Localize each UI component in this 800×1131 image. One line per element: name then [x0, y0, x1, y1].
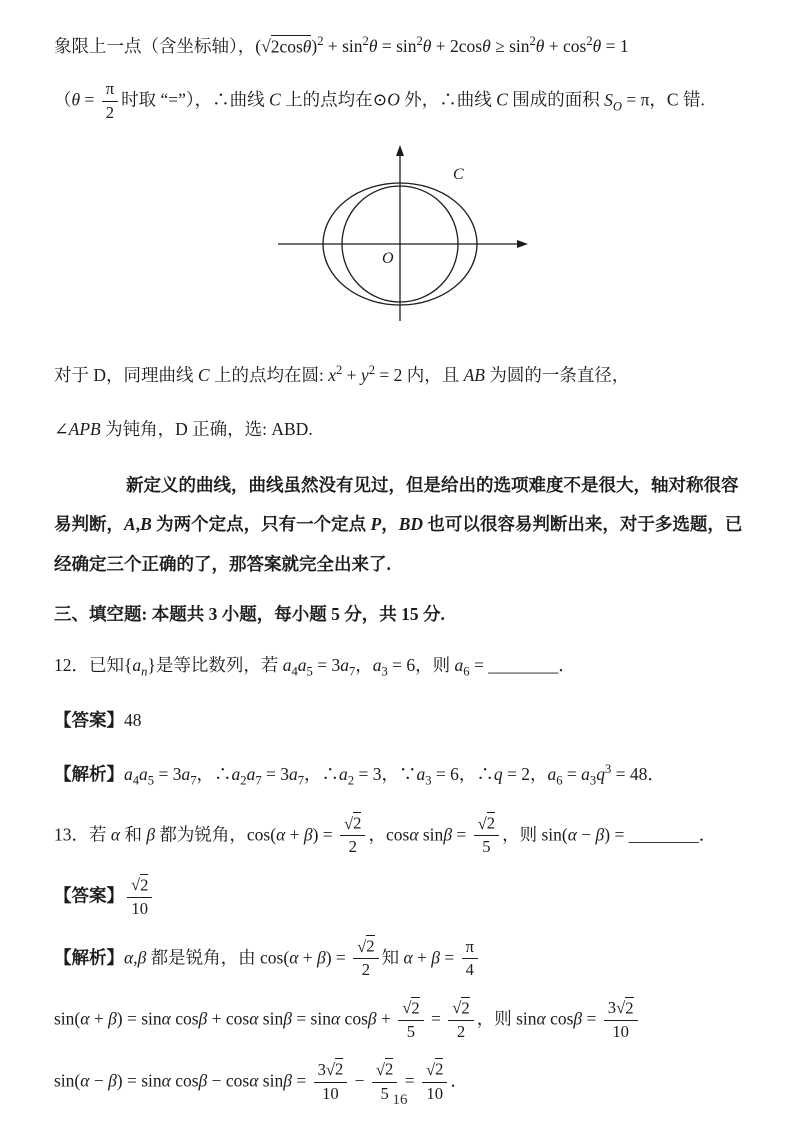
question-13: 13．若 α 和 β 都为锐角，cos(α + β) = $\frac{√2}{2}$ ，cosα sinβ = $\frac{√2}{5}$ ，则 sin(α − β) = ________．: [54, 813, 717, 857]
figure-label-o: O: [382, 249, 394, 267]
solution-c-line2: （θ = $\frac{\pi}{2}$ 时取 “=”），∴曲线 C 上的点均在⊙O 外，∴曲线 C 围成的面积 $S_O = \pi$，C 错.: [54, 79, 705, 123]
answer-13: 【答案】 $\frac{√2}{10}$: [54, 875, 746, 920]
section-heading-fill-in: 三、填空题: 本题共 3 小题，每小题 5 分，共 15 分.: [54, 604, 445, 625]
y-axis-arrow-icon: [396, 145, 404, 156]
analysis-12: 【解析】$a_4a_5 = 3a_7$，$\therefore a_2a_7 = 3a_7$，$\therefore a_2 = 3$，$\because a_3 = 6$，∴q = 2，$a_6 = a_3q^3 = 48$．: [54, 761, 665, 788]
question-12: 12．已知$\{a_n\}$是等比数列，若 $a_4a_5 = 3a_7$，$a_3 = 6$，则 $a_6$ = ________．: [54, 654, 576, 679]
curve-figure: [54, 141, 746, 341]
figure-label-c: C: [453, 165, 464, 183]
solution-d-line2: ∠APB 为钝角，D 正确，选: ABD.: [54, 418, 313, 439]
page-number: 16: [392, 1092, 408, 1109]
analysis-13-line1: 【解析】α,β 都是锐角，由 cos(α + β) = $\frac{√2}{2}$ 知 α + β = $\frac{\pi}{4}$: [54, 937, 746, 982]
answer-12: 【答案】48: [54, 710, 142, 731]
solution-d-line1: 对于 D，同理曲线 C 上的点均在圆: $x^2 + y^2 = 2$ 内，且 AB 为圆的一条直径，: [54, 363, 630, 386]
comment-note: 新定义的曲线，曲线虽然没有见过，但是给出的选项难度不是很大，轴对称很容易判断，A,B 为两个定点，只有一个定点 P，BD 也可以很容易判断出来，对于多选题，已经确定三个正确的了，那答案就完全出来了.: [54, 475, 743, 574]
curve-diagram-svg: [250, 141, 550, 331]
analysis-13-line2: sin(α + β) = sinα cosβ + cosα sinβ = sinα cosβ + $\frac{√2}{5}$ = $\frac{√2}{2}$ ，则 sinα cosβ = $\frac{3√2}{10}$: [54, 998, 746, 1043]
analysis-13-line3: sin(α − β) = sinα cosβ − cosα sinβ = $\frac{3√2}{10}$ − $\frac{√2}{5}$ = $\frac{√2}{10}$ ．: [54, 1059, 468, 1103]
x-axis-arrow-icon: [517, 240, 528, 248]
solution-c-line1: 象限上一点（含坐标轴），$(√2\cos\theta)^2 + \sin^2\theta = \sin^2\theta + 2\cos\theta \ge \sin^2\theta + \cos^2\theta = 1$: [54, 34, 629, 56]
